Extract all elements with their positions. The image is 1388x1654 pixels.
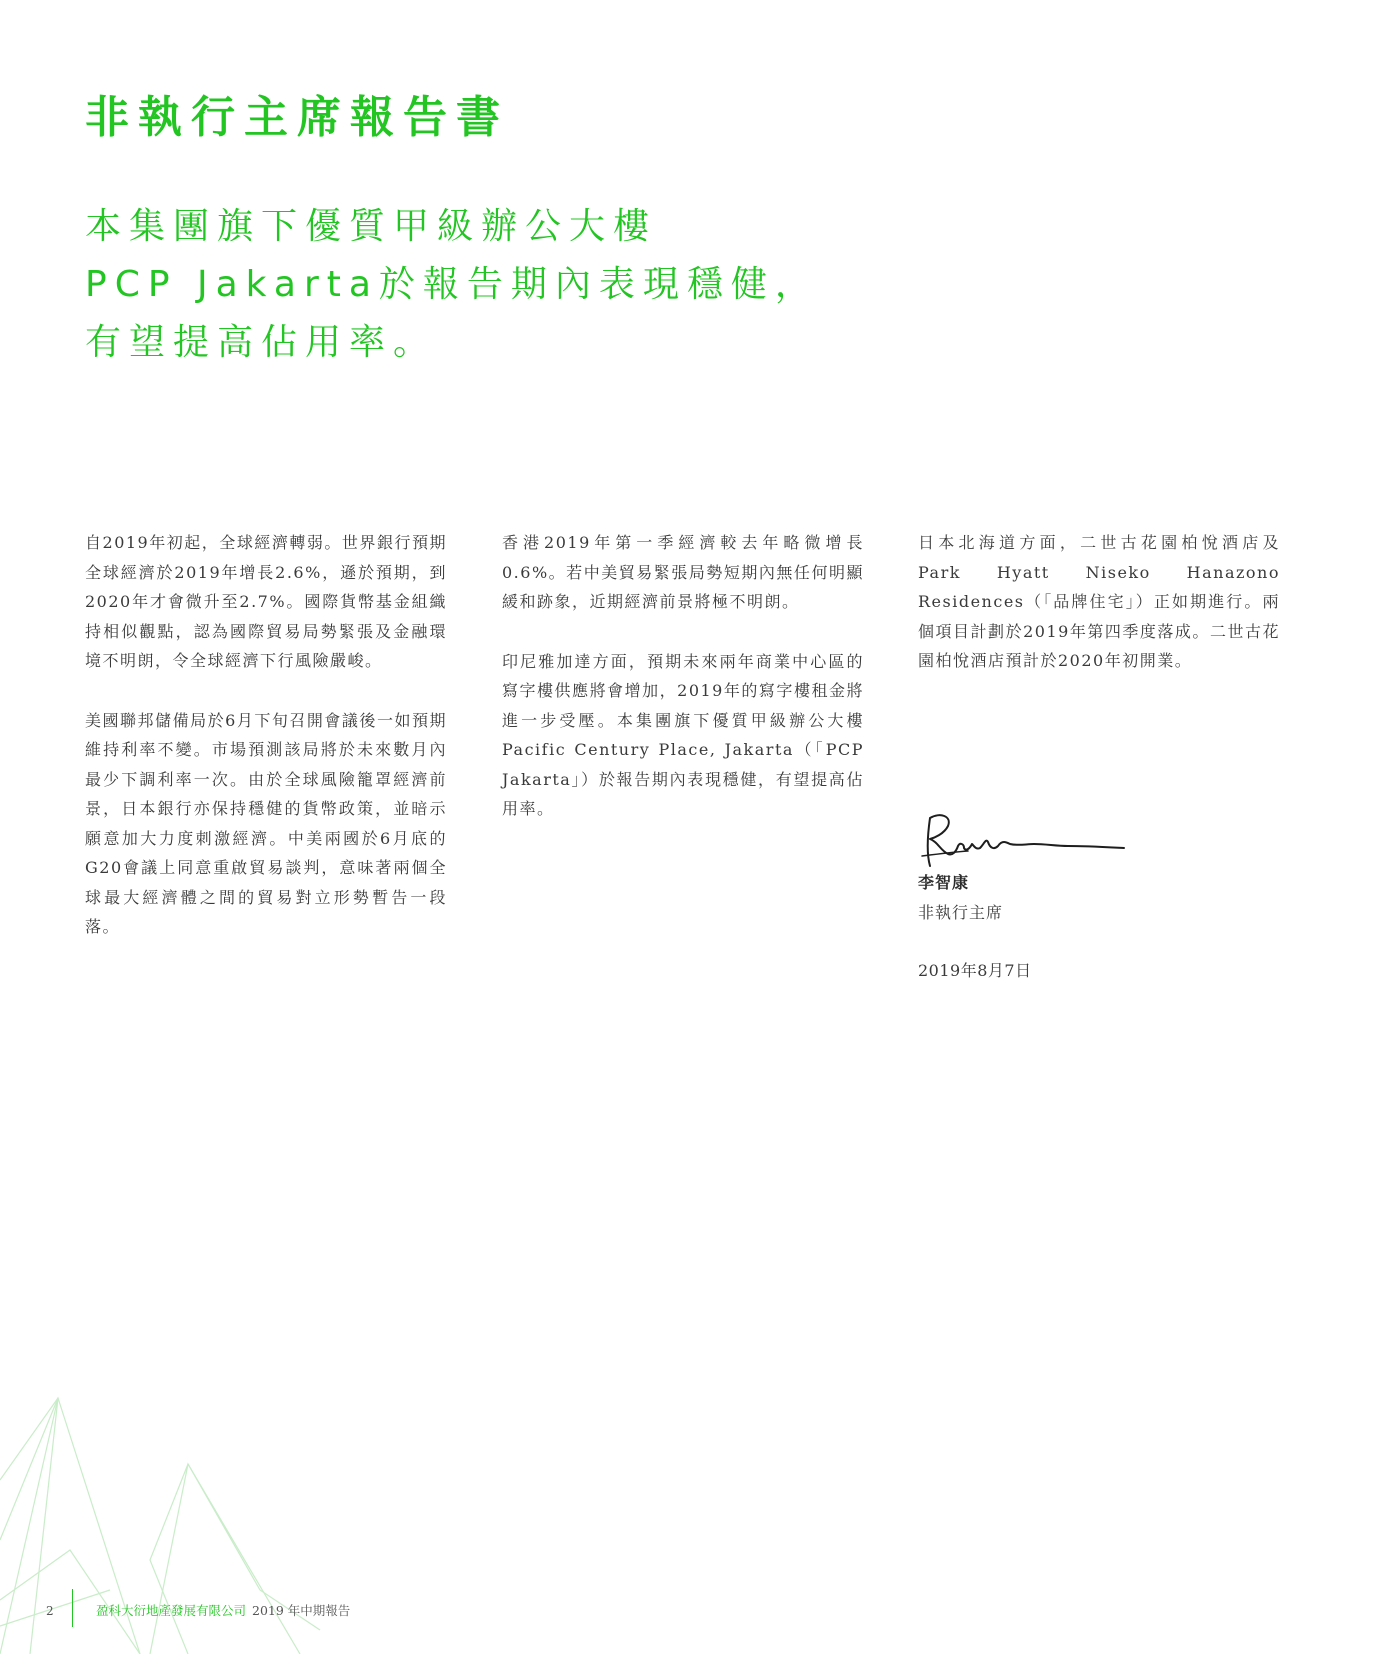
headline-line: PCP Jakarta於報告期內表現穩健， bbox=[85, 264, 819, 305]
paragraph: 日本北海道方面，二世古花園柏悅酒店及 Park Hyatt Niseko Hanazono Residences（「品牌住宅」）正如期進行。兩個項目計劃於2019年第四季度落成。二世古花園柏悅酒店預計於2020年初開業。 bbox=[918, 533, 1280, 670]
footer-divider bbox=[72, 1589, 73, 1627]
text-column-2 bbox=[502, 528, 864, 854]
footer-company: 盈科大衍地產發展有限公司 bbox=[96, 1603, 247, 1618]
signer-name: 李智康 bbox=[918, 873, 970, 892]
paragraph: 印尼雅加達方面，預期未來兩年商業中心區的寫字樓供應將會增加，2019年的寫字樓租金將進一步受壓。本集團旗下優質甲級辦公大樓Pacific Century Place, Jakarta（「PCP Jakarta」）於報告期內表現穩健，有望提高佔用率。 bbox=[502, 651, 864, 818]
footer-caption bbox=[96, 1602, 350, 1620]
text-column-1 bbox=[85, 528, 447, 972]
paragraph: 香港2019年第一季經濟較去年略微增長0.6%。若中美貿易緊張局勢短期內無任何明顯緩和跡象，近期經濟前景將極不明朗。 bbox=[502, 533, 864, 611]
page-title: 非執行主席報告書 bbox=[85, 92, 509, 143]
paragraph: 自2019年初起，全球經濟轉弱。世界銀行預期全球經濟於2019年增長2.6%，遜於預期，到2020年才會微升至2.7%。國際貨幣基金組織持相似觀點，認為國際貿易局勢緊張及金融環境不明朗，令全球經濟下行風險嚴峻。 bbox=[85, 533, 447, 670]
page-number: 2 bbox=[46, 1604, 54, 1618]
text-column-3 bbox=[918, 528, 1280, 706]
handwritten-signature bbox=[918, 808, 1128, 870]
headline-line: 有望提高佔用率。 bbox=[85, 322, 438, 363]
headline-line: 本集團旗下優質甲級辦公大樓 bbox=[85, 206, 658, 247]
footer-report: 2019 年中期報告 bbox=[252, 1603, 351, 1618]
signature-date: 2019年8月7日 bbox=[918, 961, 1032, 980]
paragraph: 美國聯邦儲備局於6月下旬召開會議後一如預期維持利率不變。市場預測該局將於未來數月內最少下調利率一次。由於全球風險籠罩經濟前景，日本銀行亦保持穩健的貨幣政策，並暗示願意加大力度刺激經濟。中美兩國於6月底的G20會議上同意重啟貿易談判，意味著兩個全球最大經濟體之間的貿易對立形勢暫告一段落。 bbox=[85, 710, 447, 936]
headline-quote bbox=[85, 198, 819, 372]
signer-title: 非執行主席 bbox=[918, 903, 1004, 922]
